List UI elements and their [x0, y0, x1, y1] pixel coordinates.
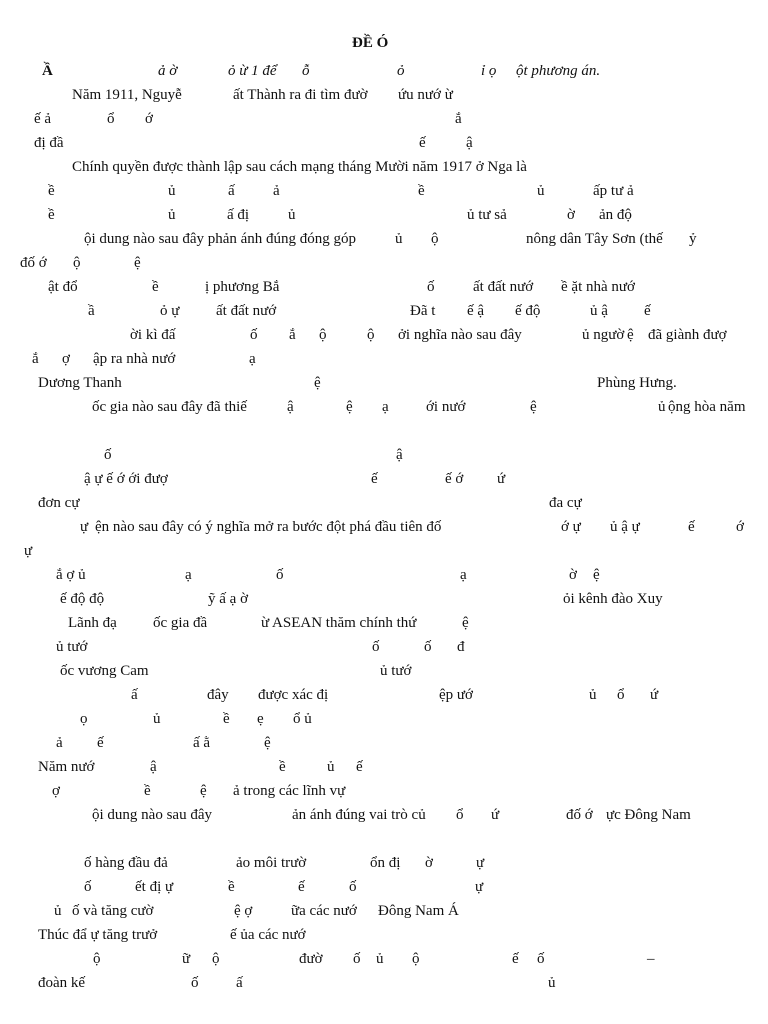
text-line-13-fragment: ạ: [249, 351, 256, 367]
text-line-21-fragment: ạ: [185, 567, 192, 583]
text-line-12-fragment: ắ: [289, 327, 296, 343]
page-title: ĐỀ Ó: [352, 35, 389, 51]
text-line-32-fragment: ảo môi trườ: [236, 855, 307, 871]
text-line-21-fragment: ắ ợ ủ: [56, 567, 86, 583]
text-line-21-fragment: ố: [276, 567, 284, 583]
text-line-17-fragment: ứ: [497, 471, 506, 487]
text-line-21-fragment: ờ: [569, 567, 577, 583]
text-line-22-fragment: ỹ ấ ạ ờ: [208, 591, 248, 607]
text-line-27-fragment: ề: [223, 711, 230, 727]
text-line-13-fragment: ợ: [62, 351, 70, 367]
text-line-21-fragment: ạ: [460, 567, 467, 583]
text-line-10-fragment: ề: [152, 279, 159, 295]
text-line-14-fragment: ệ: [314, 375, 321, 391]
text-line-27-fragment: ọ: [80, 711, 88, 727]
text-line-33-fragment: ế: [298, 879, 305, 895]
text-line-3-fragment: ổ: [107, 111, 115, 127]
text-line-10-fragment: ố: [427, 279, 435, 295]
text-line-26-fragment: ệp ướ: [439, 687, 473, 703]
text-line-3-fragment: ắ: [455, 111, 462, 127]
text-line-31-fragment: đố ớ: [566, 807, 593, 823]
text-line-10-fragment: ất đất nướ: [473, 279, 534, 295]
text-line-1-fragment: ột phương án.: [516, 63, 601, 79]
text-line-8-fragment: ỷ: [689, 231, 697, 247]
text-line-12-fragment: ởi nghĩa nào sau đây: [398, 327, 522, 343]
text-line-33-fragment: ự: [475, 879, 484, 895]
text-line-14-fragment: Dương Thanh: [38, 375, 122, 391]
text-line-1-fragment: ỉ ọ: [481, 63, 497, 79]
text-line-16-fragment: ậ: [396, 447, 403, 463]
text-line-7-fragment: ủ: [168, 207, 176, 223]
text-line-13-fragment: ắ: [32, 351, 39, 367]
text-line-11-fragment: ủ ậ: [590, 303, 608, 319]
text-line-36-fragment: ủ: [376, 951, 384, 967]
text-line-12-fragment: ố: [250, 327, 258, 343]
text-line-36-fragment: ộ: [412, 951, 420, 967]
text-line-1-fragment: ỏ: [397, 63, 405, 79]
text-line-19-fragment: ện nào sau đây có ý nghĩa mở ra bước đột phá đầu tiên đố: [95, 519, 442, 535]
text-line-37-fragment: đoàn kế: [38, 975, 86, 991]
text-line-36-fragment: ữ: [182, 951, 191, 967]
text-line-28-fragment: ế: [97, 735, 104, 751]
text-line-19-fragment: ớ: [736, 519, 744, 535]
text-line-36-fragment: ố: [537, 951, 545, 967]
text-line-6-fragment: ả: [273, 183, 280, 199]
text-line-11-fragment: ầ: [88, 303, 95, 319]
text-line-18-fragment: đơn cự: [38, 495, 80, 511]
text-line-9-fragment: ệ: [134, 255, 141, 271]
text-line-23-fragment: Lãnh đạ: [68, 615, 117, 631]
text-line-23-fragment: ốc gia đầ: [153, 615, 208, 631]
text-line-25-fragment: ốc vương Cam: [60, 663, 149, 679]
text-line-10-fragment: ật đổ: [48, 279, 78, 295]
text-line-11-fragment: Đã t: [410, 303, 436, 319]
text-line-37-fragment: ủ: [548, 975, 556, 991]
text-line-30-fragment: ợ: [52, 783, 60, 799]
text-line-1-fragment: ả ờ: [158, 63, 178, 79]
text-line-27-fragment: ẹ: [257, 711, 264, 727]
text-line-36-fragment: ộ: [212, 951, 220, 967]
text-line-15-fragment: ạ: [382, 399, 389, 415]
text-line-24-fragment: ủ tướ: [56, 639, 88, 655]
text-line-12-fragment: ệ: [627, 327, 634, 343]
text-line-26-fragment: ổ: [617, 687, 625, 703]
text-line-31-fragment: ực Đông Nam: [606, 807, 691, 823]
text-line-6-fragment: ủ: [537, 183, 545, 199]
text-line-30-fragment: ề: [144, 783, 151, 799]
text-line-25-fragment: ủ tướ: [380, 663, 412, 679]
text-line-26-fragment: ứ: [650, 687, 659, 703]
text-line-34-fragment: ủ: [54, 903, 62, 919]
text-line-16-fragment: ố: [104, 447, 112, 463]
text-line-2-fragment: Năm 1911, Nguyễ: [72, 87, 182, 103]
text-line-32-fragment: ự: [476, 855, 485, 871]
text-line-33-fragment: ố: [349, 879, 357, 895]
text-line-6-fragment: ề: [418, 183, 425, 199]
text-line-33-fragment: ết đị ự: [135, 879, 174, 895]
text-line-22-fragment: ỏi kênh đào Xuy: [563, 591, 663, 607]
text-line-20-fragment: ự: [24, 543, 33, 559]
text-line-6-fragment: ấp tư ả: [593, 183, 634, 199]
text-line-27-fragment: ủ: [153, 711, 161, 727]
text-line-31-fragment: ứ: [491, 807, 500, 823]
text-line-12-fragment: ời kì đấ: [130, 327, 176, 343]
text-line-7-fragment: ấ đị: [227, 207, 250, 223]
text-line-36-fragment: ố: [353, 951, 361, 967]
text-line-3-fragment: ế ả: [34, 111, 52, 127]
text-line-26-fragment: ủ: [589, 687, 597, 703]
text-line-4-fragment: đị đầ: [34, 135, 64, 151]
text-line-28-fragment: ả: [56, 735, 63, 751]
text-line-35-fragment: ế ủa các nướ: [230, 927, 306, 943]
text-line-2-fragment: ất Thành ra đi tìm đườ: [233, 87, 368, 103]
text-line-27-fragment: ổ ủ: [293, 711, 312, 727]
text-line-15-fragment: ủ: [658, 399, 666, 415]
text-line-5-fragment: Chính quyền được thành lập sau cách mạng tháng Mười năm 1917 ở Nga là: [72, 159, 527, 175]
text-line-32-fragment: ố hàng đầu đả: [84, 855, 168, 871]
text-line-26-fragment: ấ: [131, 687, 138, 703]
text-line-15-fragment: ệ: [530, 399, 537, 415]
text-line-18-fragment: đa cự: [549, 495, 582, 511]
text-line-34-fragment: ố và tăng cườ: [72, 903, 154, 919]
text-line-8-fragment: ủ: [395, 231, 403, 247]
text-line-7-fragment: ản độ: [599, 207, 632, 223]
text-line-7-fragment: ề: [48, 207, 55, 223]
text-line-12-fragment: ộ: [319, 327, 327, 343]
text-line-37-fragment: ấ: [236, 975, 243, 991]
text-line-7-fragment: ờ: [567, 207, 575, 223]
text-line-33-fragment: ố: [84, 879, 92, 895]
text-line-8-fragment: ộ: [431, 231, 439, 247]
text-line-29-fragment: ậ: [150, 759, 157, 775]
text-line-15-fragment: ệ: [346, 399, 353, 415]
text-line-19-fragment: ự: [80, 519, 89, 535]
text-line-11-fragment: ế: [644, 303, 651, 319]
text-line-35-fragment: Thúc đẩ ự tăng trưở: [38, 927, 158, 943]
text-line-4-fragment: ậ: [466, 135, 473, 151]
text-line-8-fragment: nông dân Tây Sơn (thế: [526, 231, 663, 247]
text-line-1-fragment: ỏ ừ 1 để: [228, 63, 277, 79]
text-line-12-fragment: đã giành đượ: [648, 327, 727, 343]
text-line-7-fragment: ủ tư sả: [467, 207, 507, 223]
text-line-2-fragment: ứu nướ ừ: [398, 87, 453, 103]
text-line-30-fragment: ả trong các lĩnh vự: [233, 783, 346, 799]
text-line-36-fragment: đườ: [299, 951, 323, 967]
text-line-15-fragment: ộng hòa năm: [668, 399, 746, 415]
text-line-10-fragment: ị phương Bắ: [205, 279, 280, 295]
text-line-11-fragment: ế ậ: [467, 303, 485, 319]
text-line-26-fragment: đây: [207, 687, 229, 703]
text-line-11-fragment: ỏ ự: [160, 303, 180, 319]
text-line-26-fragment: được xác đị: [258, 687, 329, 703]
text-line-7-fragment: ủ: [288, 207, 296, 223]
text-line-24-fragment: đ: [457, 639, 465, 655]
text-line-3-fragment: ớ: [145, 111, 153, 127]
text-line-19-fragment: ủ ậ ự: [610, 519, 640, 535]
text-line-36-fragment: ế: [512, 951, 519, 967]
text-line-22-fragment: ế độ độ: [60, 591, 105, 607]
text-line-15-fragment: ốc gia nào sau đây đã thiế: [92, 399, 247, 415]
text-line-15-fragment: ới nướ: [426, 399, 466, 415]
text-line-6-fragment: ủ: [168, 183, 176, 199]
text-line-11-fragment: ế độ: [515, 303, 541, 319]
text-line-32-fragment: ờ: [425, 855, 433, 871]
text-line-24-fragment: ố: [372, 639, 380, 655]
text-line-23-fragment: ệ: [462, 615, 469, 631]
text-line-31-fragment: ản ánh đúng vai trò củ: [292, 807, 426, 823]
text-line-29-fragment: ề: [279, 759, 286, 775]
text-line-6-fragment: ề: [48, 183, 55, 199]
text-line-4-fragment: ế: [419, 135, 426, 151]
text-line-36-fragment: –: [647, 951, 655, 967]
text-line-30-fragment: ệ: [200, 783, 207, 799]
text-line-29-fragment: Năm nướ: [38, 759, 95, 775]
text-line-29-fragment: ủ: [327, 759, 335, 775]
text-line-19-fragment: ớ ự: [561, 519, 581, 535]
text-line-8-fragment: ội dung nào sau đây phản ánh đúng đóng góp: [84, 231, 357, 247]
text-line-9-fragment: ộ: [73, 255, 81, 271]
text-line-28-fragment: ấ ằ: [193, 735, 211, 751]
text-line-1-fragment: ỗ: [302, 63, 310, 79]
text-line-17-fragment: ế: [371, 471, 378, 487]
text-line-21-fragment: ệ: [593, 567, 600, 583]
text-line-33-fragment: ề: [228, 879, 235, 895]
text-line-31-fragment: ội dung nào sau đây: [92, 807, 212, 823]
text-line-15-fragment: ậ: [287, 399, 294, 415]
text-line-37-fragment: ố: [191, 975, 199, 991]
text-line-1-fragment: Ầ: [42, 63, 53, 79]
text-line-12-fragment: ộ: [367, 327, 375, 343]
text-line-17-fragment: ậ ự ế ớ ới đượ: [84, 471, 168, 487]
text-line-10-fragment: ề ặt nhà nướ: [561, 279, 635, 295]
text-line-32-fragment: ổn đị: [370, 855, 401, 871]
text-line-13-fragment: ập ra nhà nướ: [93, 351, 176, 367]
text-line-11-fragment: ất đất nướ: [216, 303, 277, 319]
text-line-31-fragment: ổ: [456, 807, 464, 823]
text-line-34-fragment: ữa các nướ: [291, 903, 357, 919]
text-line-36-fragment: ộ: [93, 951, 101, 967]
text-line-9-fragment: đố ớ: [20, 255, 47, 271]
text-line-17-fragment: ế ớ: [445, 471, 464, 487]
text-line-29-fragment: ế: [356, 759, 363, 775]
text-line-12-fragment: ủ ngườ: [582, 327, 625, 343]
text-line-19-fragment: ế: [688, 519, 695, 535]
text-line-34-fragment: ệ ợ: [234, 903, 253, 919]
text-line-24-fragment: ố: [424, 639, 432, 655]
text-line-6-fragment: ấ: [228, 183, 235, 199]
text-line-34-fragment: Đông Nam Á: [378, 903, 459, 919]
text-line-28-fragment: ệ: [264, 735, 271, 751]
text-line-14-fragment: Phùng Hưng.: [597, 375, 677, 391]
text-line-23-fragment: ừ ASEAN thăm chính thứ: [261, 615, 417, 631]
